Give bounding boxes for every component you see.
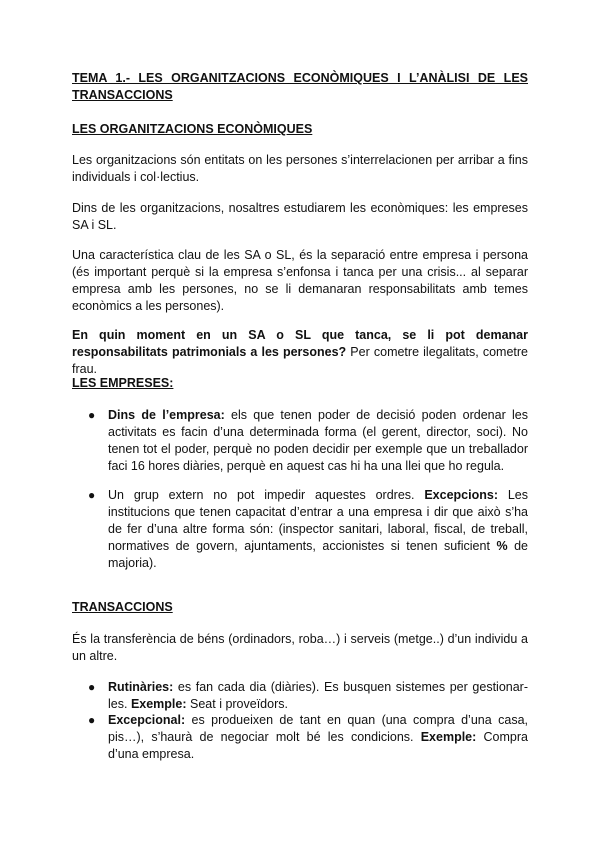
bullet-text: Les institucions que tenen capacitat d’entrar a una empresa i dir que això s’ha de fer d’una altre forma són: (inspector sanitari, laboral, fiscal, de treball, normatives de govern, ajuntaments, accionistes si tenen suficient xyxy=(108,488,528,553)
bullet-post-text: Compra d’una empresa. xyxy=(108,730,528,761)
bullet-bold-label: Dins de l’empresa: xyxy=(108,408,225,422)
paragraph-organitzacions-economiques: Dins de les organitzacions, nosaltres estudiarem les econòmiques: les empreses SA i SL. xyxy=(72,201,528,232)
bullet-icon: ● xyxy=(88,488,96,502)
paragraph-separacio-empresa-persona: Una característica clau de les SA o SL, és la separació entre empresa i persona (és important perquè si la empresa s’enfonsa i tanca per una crisis... al separar empresa amb les persones, no se li demanaran responsabilitats amb temes econòmics a les persones). xyxy=(72,248,528,313)
bullet-pre-text: Un grup extern no pot impedir aquestes ordres. xyxy=(108,488,425,502)
bullet-bold-label: Rutinàries: xyxy=(108,680,174,694)
bullet-text: els que tenen poder de decisió poden ordenar les activitats es facin d’una determinada forma (el gerent, director, soci). No tenen tot el poder, perquè no poden decidir per exemple que un treballador faci 16 hores diàries, perquè en aquest cas hi ha una llei que ho regula. xyxy=(108,408,528,473)
bullet-icon: ● xyxy=(88,713,96,727)
list-item-excepcional xyxy=(88,712,528,763)
bullet-bold-label: Excepcional: xyxy=(108,713,186,727)
bullet-bold-percent: % xyxy=(496,539,508,553)
list-item-grup-extern xyxy=(88,487,528,572)
bullet-bold-label: Excepcions: xyxy=(424,488,498,502)
bullet-icon: ● xyxy=(88,408,96,422)
section-heading-transaccions: TRANSACCIONS xyxy=(72,600,173,614)
paragraph-organitzacions-definicio: Les organitzacions són entitats on les persones s’interrelacionen per arribar a fins individuals i col·lectius. xyxy=(72,153,528,184)
bullet-icon: ● xyxy=(88,680,96,694)
bullet-bold-example: Exemple: xyxy=(130,697,187,711)
bullet-text: es produeixen de tant en quan (una compra d’una casa, pis…), s’haurà de negociar molt bé les condicions. xyxy=(108,713,528,744)
document-title: TEMA 1.- LES ORGANITZACIONS ECONÒMIQUES I L’ANÀLISI DE LES TRANSACCIONS xyxy=(72,71,528,102)
list-item-dins-empresa xyxy=(88,407,528,475)
section-heading-empreses: LES EMPRESES: xyxy=(72,376,174,390)
question-paragraph xyxy=(72,327,528,378)
list-item-rutinaries xyxy=(88,679,528,713)
bullet-post-text: de majoria). xyxy=(108,539,528,570)
question-bold: En quin moment en un SA o SL que tanca, se li pot demanar responsabilitats patrimonials a les persones? xyxy=(72,328,528,359)
section-heading-organitzacions: LES ORGANITZACIONS ECONÒMIQUES xyxy=(72,122,313,136)
bullet-text: es fan cada dia (diàries). Es busquen sistemes per gestionar-les. xyxy=(108,680,528,711)
paragraph-transaccions-definicio: És la transferència de béns (ordinadors, roba…) i serveis (metge..) d’un individu a un altre. xyxy=(72,632,528,663)
bullet-bold-example: Exemple: xyxy=(420,730,477,744)
question-answer: Per cometre ilegalitats, cometre frau. xyxy=(72,345,528,376)
bullet-post-text: Seat i proveïdors. xyxy=(186,697,288,711)
